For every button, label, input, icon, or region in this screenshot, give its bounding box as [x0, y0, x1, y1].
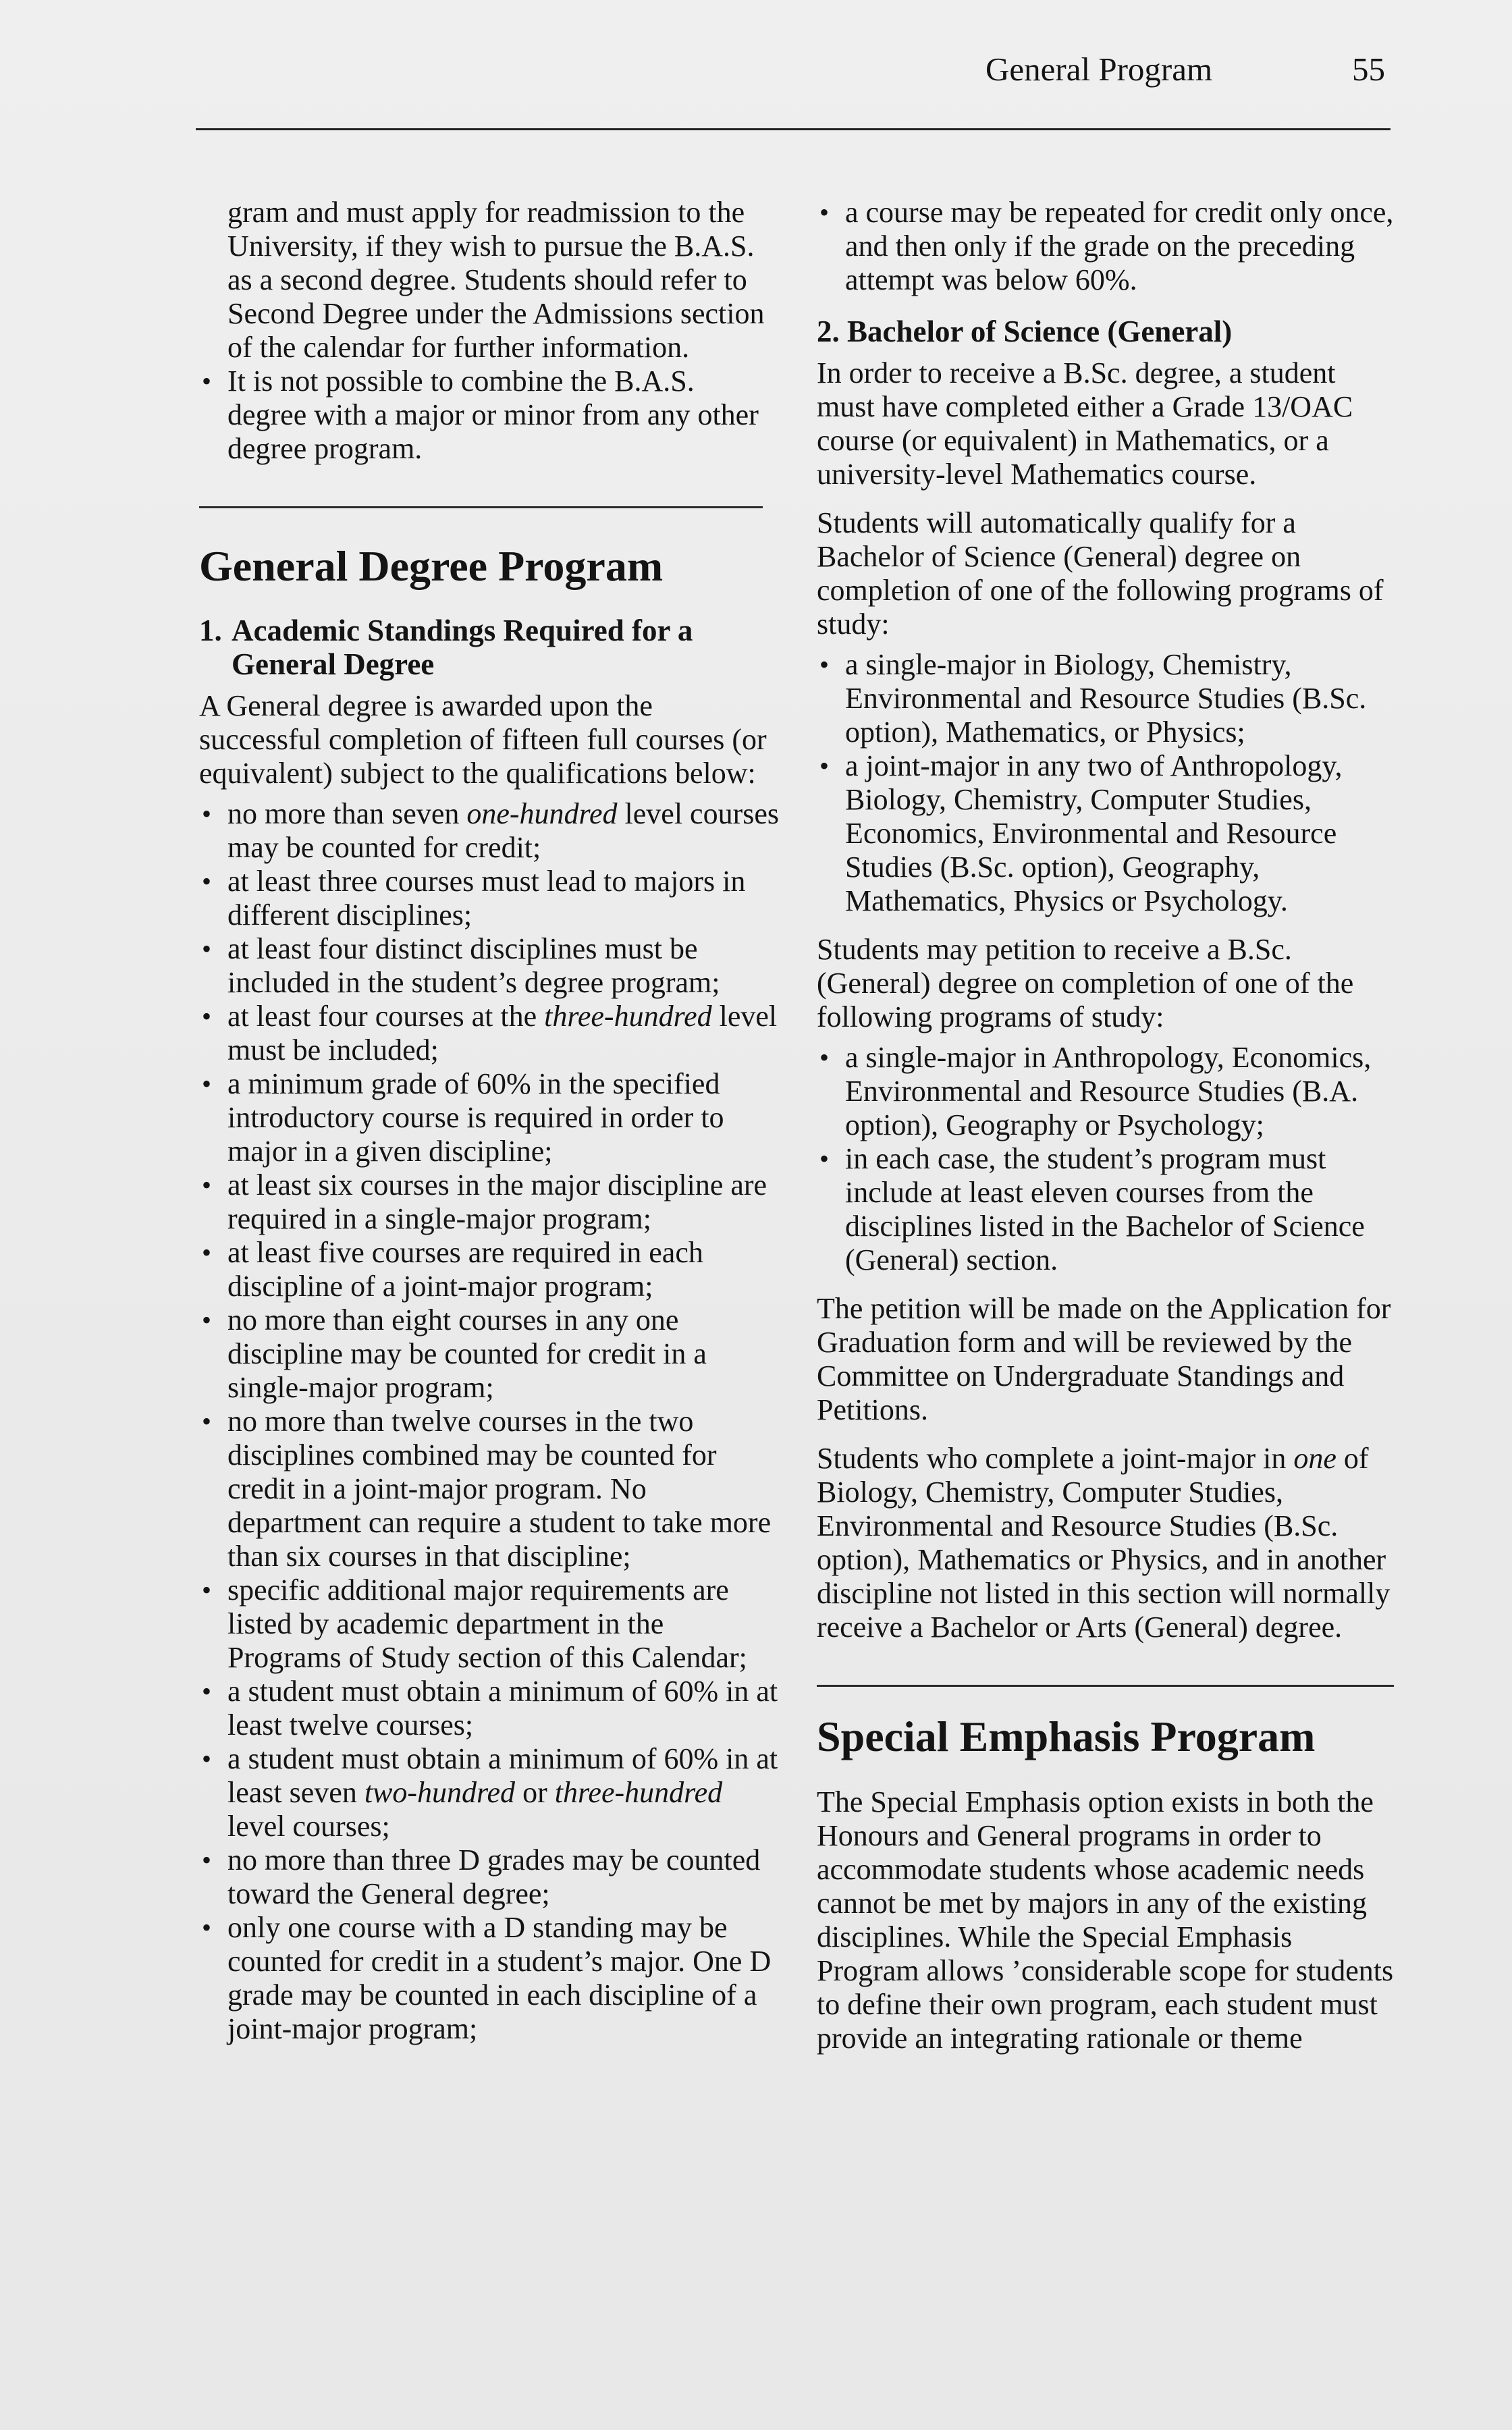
list-item: • no more than eight courses in any one discipline may be counted for credit in a single-major program; [202, 1303, 707, 1404]
petition-process-paragraph: The petition will be made on the Application for Graduation form and will be reviewed by the Committee on Undergraduate Standings and Petitions. [817, 1292, 1391, 1426]
bullet-icon: • [202, 1845, 212, 1875]
bullet-icon: • [202, 1237, 212, 1268]
list-item: • at least five courses are required in each discipline of a joint-major program; [202, 1236, 703, 1303]
bullet-icon: • [819, 1042, 830, 1073]
general-degree-heading: General Degree Program [199, 542, 664, 590]
bullet-icon: • [202, 1170, 212, 1200]
bullet-icon: • [202, 1001, 212, 1031]
automatic-programs-list [817, 648, 1397, 918]
list-item: • specific additional major requirements are listed by academic department in the Programs of Study section of this Calendar; [202, 1573, 747, 1674]
qualifications-list [199, 797, 780, 2046]
section-title: General Program [986, 51, 1213, 88]
bullet-icon: • [819, 1143, 830, 1174]
bullet-icon: • [819, 649, 830, 680]
list-item: • a single-major in Anthropology, Economics, Environmental and Resource Studies (B.A. option), Geography or Psychology; [819, 1041, 1372, 1141]
list-item: • no more than seven one-hundred level courses may be counted for credit; [202, 797, 780, 864]
bullet-icon: • [202, 1676, 212, 1706]
list-item: • a single-major in Biology, Chemistry, Environmental and Resource Studies (B.Sc. option), Mathematics, or Physics; [819, 648, 1367, 749]
list-item: • no more than twelve courses in the two disciplines combined may be counted for credit in a joint-major program. No department can require a student to take more than six courses in that discipline; [202, 1405, 772, 1573]
bullet-icon: • [202, 366, 212, 396]
list-item: • no more than three D grades may be counted toward the General degree; [202, 1843, 761, 1910]
special-emphasis-heading: Special Emphasis Program [817, 1712, 1316, 1760]
bullet-icon: • [202, 799, 212, 829]
list-item: • a course may be repeated for credit only once, and then only if the grade on the preceding attempt was below 60%. [819, 196, 1394, 296]
list-item: • It is not possible to combine the B.A.S. degree with a major or minor from any other degree program. [202, 364, 759, 465]
bullet-icon: • [202, 866, 212, 896]
left-column [199, 196, 780, 2061]
continued-paragraph: gram and must apply for readmission to the University, if they wish to pursue the B.A.S. as a second degree. Students should refer to Second Degree under the Admissions section of the calendar for further information. [227, 196, 765, 364]
bullet-icon: • [202, 1069, 212, 1099]
subsection-heading-academic-standings: 1. Academic Standings Required for a General Degree [199, 614, 693, 681]
bullet-icon: • [202, 1575, 212, 1605]
list-item: • only one course with a D standing may be counted for credit in a student’s major. One D grade may be counted in each discipline of a joint-major program; [202, 1911, 772, 2045]
list-item: • in each case, the student’s program must include at least eleven courses from the disciplines listed in the Bachelor of Science (General) section. [819, 1142, 1365, 1276]
page-number: 55 [1352, 51, 1385, 88]
bsc-requirement-paragraph: In order to receive a B.Sc. degree, a student must have completed either a Grade 13/OAC course (or equivalent) in Mathematics, or a university-level Mathematics course. [817, 356, 1353, 491]
bullet-icon: • [202, 934, 212, 964]
list-item: • a joint-major in any two of Anthropology, Biology, Chemistry, Computer Studies, Economics, Environmental and Resource Studies (B.Sc. option), Geography, Mathematics, Physics or Psychology. [819, 749, 1343, 917]
bsc-automatic-paragraph: Students will automatically qualify for a Bachelor of Science (General) degree on completion of one of the following programs of study: [817, 506, 1384, 641]
section-divider [199, 506, 763, 508]
bullet-icon: • [202, 1406, 212, 1436]
list-item: • a student must obtain a minimum of 60% in at least seven two-hundred or three-hundred level courses; [202, 1742, 778, 1843]
subsection-heading-bsc-general: 2. Bachelor of Science (General) [817, 315, 1233, 348]
special-emphasis-paragraph: The Special Emphasis option exists in both the Honours and General programs in order to accommodate students whose academic needs cannot be met by majors in any of the existing disciplines. While the Special Emphasis Program allows ’considerable scope for students to define their own program, each student must provide an integrating rationale or theme [817, 1785, 1394, 2055]
list-item: • a student must obtain a minimum of 60% in at least twelve courses; [202, 1675, 778, 1742]
bullet-icon: • [819, 197, 830, 227]
bsc-petition-paragraph: Students may petition to receive a B.Sc. (General) degree on completion of one of the following programs of study: [817, 933, 1354, 1033]
continued-bullet-list [199, 364, 780, 466]
continued-bullet-list [817, 196, 1397, 297]
bullet-icon: • [202, 1744, 212, 1774]
bullet-icon: • [202, 1305, 212, 1335]
joint-major-paragraph: Students who complete a joint-major in one of Biology, Chemistry, Computer Studies, Environmental and Resource Studies (B.Sc. option), Mathematics or Physics, and in another discipline not listed in this section will normally receive a Bachelor or Arts (General) degree. [817, 1442, 1390, 1644]
header-rule [196, 128, 1390, 130]
running-head [878, 46, 1390, 93]
bullet-icon: • [819, 751, 830, 781]
general-degree-intro: A General degree is awarded upon the successful completion of fifteen full courses (or equivalent) subject to the qualifications below: [199, 689, 767, 790]
list-item: • at least four courses at the three-hundred level must be included; [202, 1000, 778, 1066]
list-item: • at least four distinct disciplines must be included in the student’s degree program; [202, 932, 720, 999]
bullet-icon: • [202, 1912, 212, 1943]
list-item: • at least three courses must lead to majors in different disciplines; [202, 865, 746, 932]
list-item: • a minimum grade of 60% in the specified introductory course is required in order to major in a given discipline; [202, 1067, 724, 1168]
section-divider [817, 1685, 1394, 1687]
list-item: • at least six courses in the major discipline are required in a single-major program; [202, 1168, 767, 1235]
right-column [817, 196, 1397, 2070]
petition-programs-list [817, 1041, 1397, 1277]
